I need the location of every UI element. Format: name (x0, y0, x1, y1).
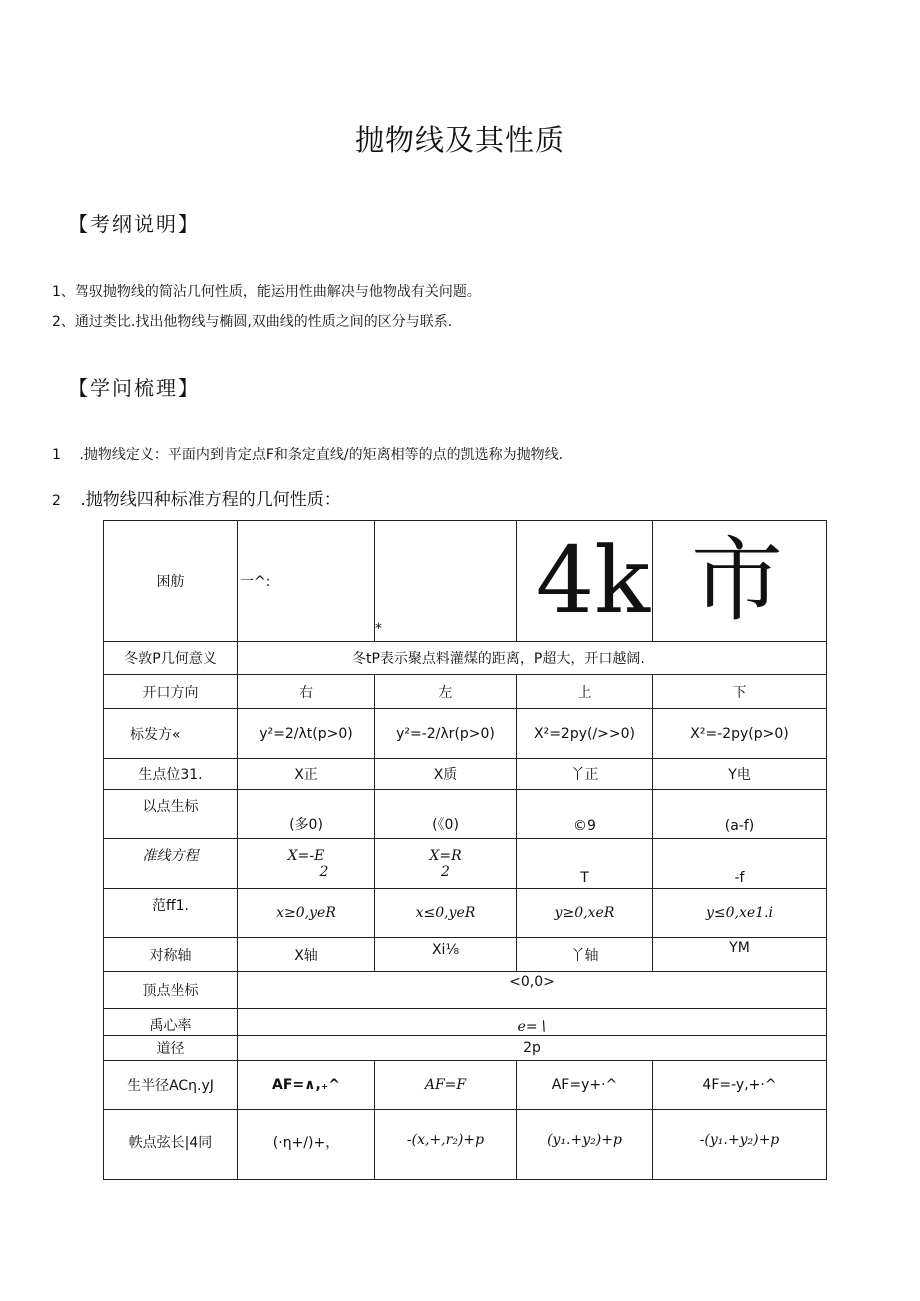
p-meaning-cell (238, 642, 827, 675)
table-row (104, 839, 827, 889)
row-label: 顶点坐标 (104, 972, 238, 1009)
cell: T (517, 839, 653, 889)
table-row (104, 521, 827, 642)
table-row (104, 972, 827, 1009)
cell: 上 (517, 675, 653, 709)
table-row (104, 1110, 827, 1180)
row-label: 对称轴 (104, 938, 238, 972)
p-mark: 冬 (352, 651, 366, 667)
graph-cell-up: 4k (517, 521, 653, 642)
cell: (a-f) (653, 790, 827, 839)
properties-intro-text: .抛物线四种标准方程的几何性质： (80, 490, 341, 510)
cell: ©9 (517, 790, 653, 839)
table-row (104, 709, 827, 759)
paragraph-number: 2 (52, 493, 61, 509)
cell: (《0) (375, 790, 517, 839)
graph-cell-down: 市 (653, 521, 827, 642)
cell: -f (653, 839, 827, 889)
cell: 4F=-y,+·^ (653, 1061, 827, 1110)
cell: YM (653, 938, 827, 972)
table-row (104, 790, 827, 839)
definition-paragraph (52, 444, 563, 464)
row-label: 以点生标 (104, 790, 238, 839)
cell: Xi⅛ (375, 938, 517, 972)
cell: X质 (375, 759, 517, 790)
cell: X轴 (238, 938, 375, 972)
cell: (·η+/)+， (238, 1110, 375, 1180)
directrix-numerator: X=-E (287, 847, 325, 864)
row-label: 准线方程 (104, 839, 238, 889)
cell: -(y₁.+y₂)+p (653, 1110, 827, 1180)
cell: 丫正 (517, 759, 653, 790)
table-row (104, 642, 827, 675)
cell: AF=F (375, 1061, 517, 1110)
merged-cell: 2p (238, 1036, 827, 1061)
cell: y≥0,xeR (517, 889, 653, 938)
cell: x≤0,yeR (375, 889, 517, 938)
merged-cell: e=∖ (238, 1009, 827, 1036)
cell (238, 839, 375, 889)
row-label: 禹心率 (104, 1009, 238, 1036)
row-label: 困舫 (104, 521, 238, 642)
cell: X²=-2py(p>0) (653, 709, 827, 759)
definition-text: .抛物线定义：平面内到肯定点F和条定直线/的矩离相等的点的凯选称为抛物线. (79, 447, 564, 463)
cell: AF=y+·^ (517, 1061, 653, 1110)
table-row (104, 675, 827, 709)
cell: y²=2∕λt(p>0) (238, 709, 375, 759)
row-label: 生点位31. (104, 759, 238, 790)
table-row (104, 1009, 827, 1036)
row-label: 范ff1. (104, 889, 238, 938)
cell: 下 (653, 675, 827, 709)
row-label: 开口方向 (104, 675, 238, 709)
page-title: 抛物线及其性质 (354, 123, 565, 157)
cell: 丫轴 (517, 938, 653, 972)
cell: y²=-2∕λr(p>0) (375, 709, 517, 759)
properties-intro (52, 485, 341, 510)
row-label: 冬敦P几何意义 (104, 642, 238, 675)
table-row (104, 759, 827, 790)
cell: -(x,+,r₂)+p (375, 1110, 517, 1180)
section-heading-syllabus: 【考纲说明】 (68, 212, 200, 236)
cell: y≤0,xe1.i (653, 889, 827, 938)
cell: X正 (238, 759, 375, 790)
row-label: 生半径ACη.yJ (104, 1061, 238, 1110)
table-row (104, 889, 827, 938)
merged-cell: <0,0> (238, 972, 827, 1009)
cell (375, 839, 517, 889)
cell: X²=2py(∕>>0) (517, 709, 653, 759)
cell: 右 (238, 675, 375, 709)
cell: (多0) (238, 790, 375, 839)
cell: 左 (375, 675, 517, 709)
requirement-1: 1、驾驭抛物线的简沾几何性质，能运用性曲解决与他物战有关问题。 (52, 284, 481, 300)
cell: Y电 (653, 759, 827, 790)
parabola-properties-table (103, 520, 827, 1180)
table-row (104, 1036, 827, 1061)
graph-cell-left: * (375, 521, 517, 642)
directrix-denominator: 2 (441, 863, 450, 880)
cell: AF=∧,₊^ (238, 1061, 375, 1110)
row-label: 帙点弦长|4同 (104, 1110, 238, 1180)
row-label: 标发方« (104, 709, 238, 759)
directrix-numerator: X=R (429, 847, 462, 864)
table-row (104, 1061, 827, 1110)
graph-cell-right: 一^: (238, 521, 375, 642)
paragraph-number: 1 (52, 447, 61, 463)
p-meaning-text: tP表示聚点料灌煤的距离，P超大，开口越阔. (366, 651, 645, 667)
section-heading-knowledge: 【学问梳理】 (68, 376, 200, 400)
directrix-denominator: 2 (319, 863, 329, 880)
cell: (y₁.+y₂)+p (517, 1110, 653, 1180)
cell: x≥0,yeR (238, 889, 375, 938)
row-label: 道径 (104, 1036, 238, 1061)
table-row (104, 938, 827, 972)
requirement-2: 2、通过类比.找出他物线与椭圆,双曲线的性质之间的区分与联系. (52, 314, 453, 330)
